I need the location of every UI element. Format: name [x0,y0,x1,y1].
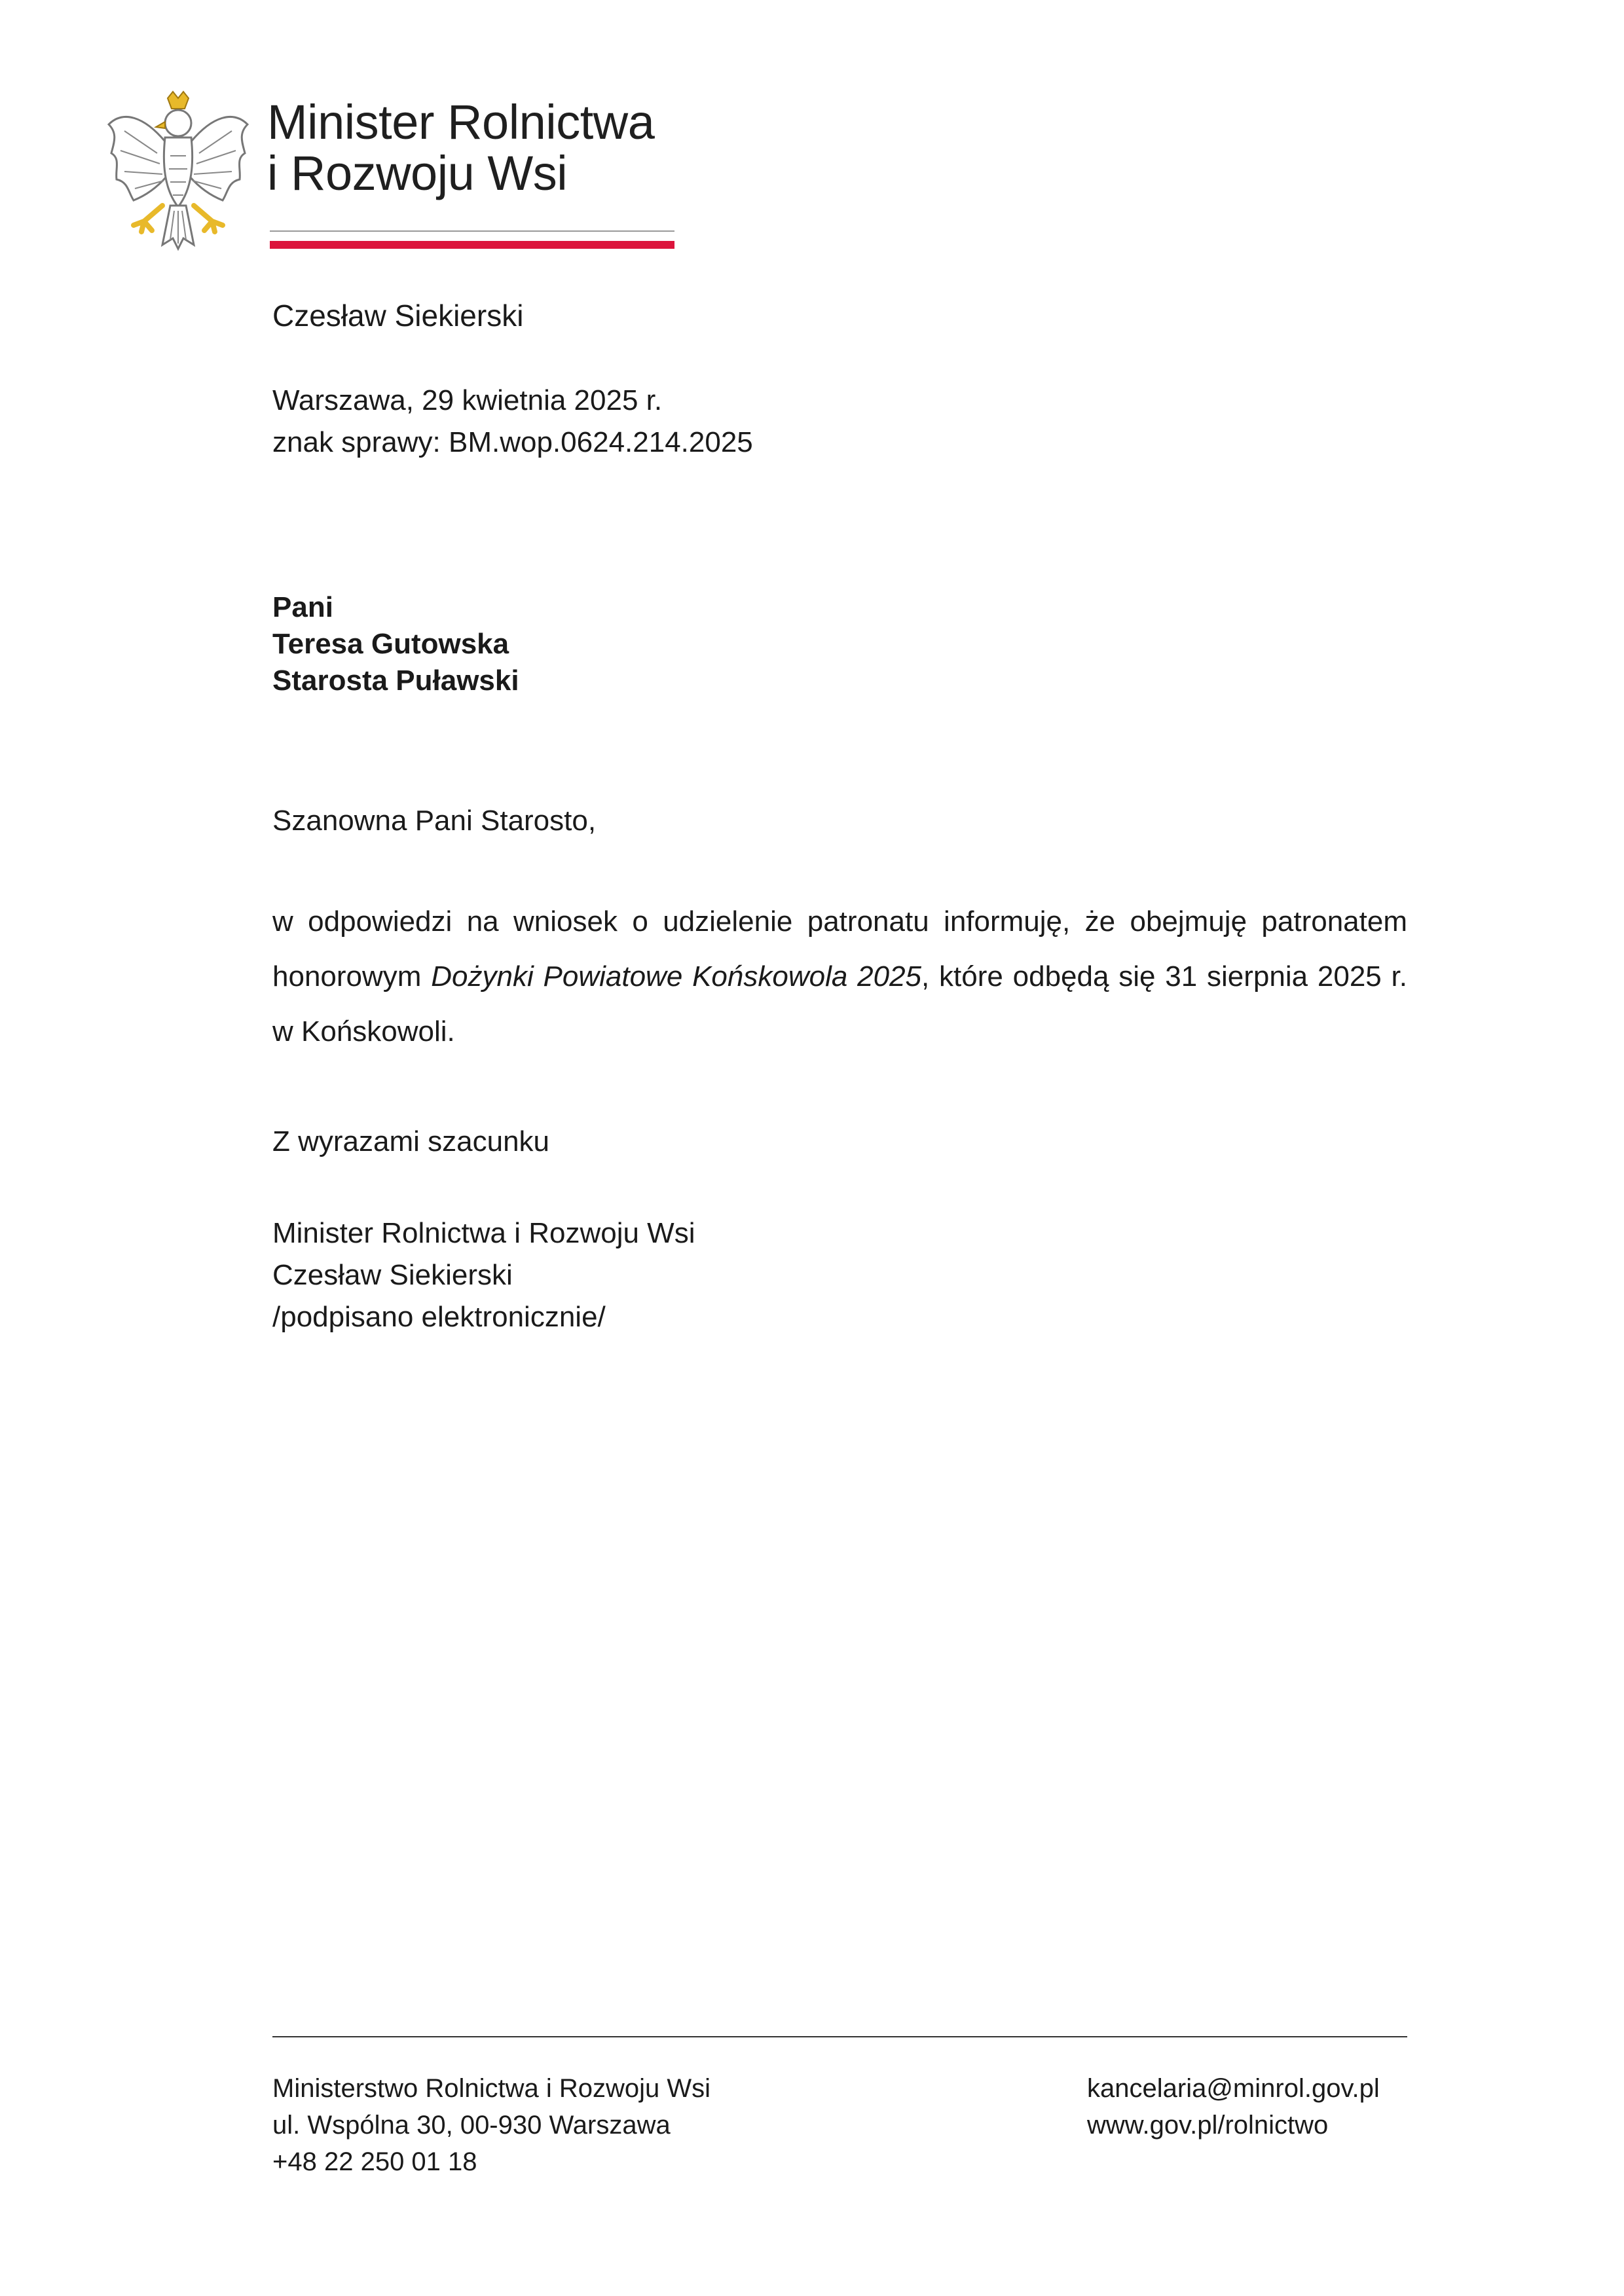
case-number: znak sprawy: BM.wop.0624.214.2025 [272,426,753,458]
sender-name: Czesław Siekierski [272,299,524,333]
footer-address: ul. Wspólna 30, 00-930 Warszawa [272,2111,671,2140]
closing: Z wyrazami szacunku [272,1125,550,1157]
body-paragraph [272,894,1407,1059]
header-divider [270,230,674,232]
date-place: Warszawa, 29 kwietnia 2025 r. [272,384,663,416]
ministry-name-line1: Minister Rolnictwa [267,95,655,149]
date-block [272,380,753,464]
header-red-bar [270,241,674,249]
addressee-line3: Starosta Puławski [272,665,519,697]
salutation: Szanowna Pani Starosto, [272,805,597,837]
footer-address-block [272,2070,710,2180]
signature-name: Czesław Siekierski [272,1259,513,1291]
addressee-line1: Pani [272,591,333,623]
signature-title: Minister Rolnictwa i Rozwoju Wsi [272,1217,695,1249]
body-text-end: , które odbędą się 31 sierpnia 2025 r. w Końskowoli. [272,960,1407,1048]
footer-org-name: Ministerstwo Rolnictwa i Rozwoju Wsi [272,2074,711,2103]
body-text-start: w odpowiedzi na wniosek o udzielenie patronatu informuję, że obejmuję patronatem honorowym [272,905,1407,993]
ministry-name [267,97,654,199]
polish-eagle-emblem-icon [105,90,252,251]
addressee-line2: Teresa Gutowska [272,628,509,660]
event-name: Dożynki Powiatowe Końskowola 2025 [431,960,922,993]
footer-email[interactable]: kancelaria@minrol.gov.pl [1087,2074,1380,2103]
footer-contact-block [1087,2070,1380,2143]
addressee-block [272,589,519,699]
signature-block [272,1212,695,1338]
footer-website[interactable]: www.gov.pl/rolnictwo [1087,2111,1329,2140]
footer-phone: +48 22 250 01 18 [272,2147,477,2176]
ministry-name-line2: i Rozwoju Wsi [267,146,568,200]
footer-divider [272,2036,1407,2037]
signature-note: /podpisano elektronicznie/ [272,1301,606,1333]
